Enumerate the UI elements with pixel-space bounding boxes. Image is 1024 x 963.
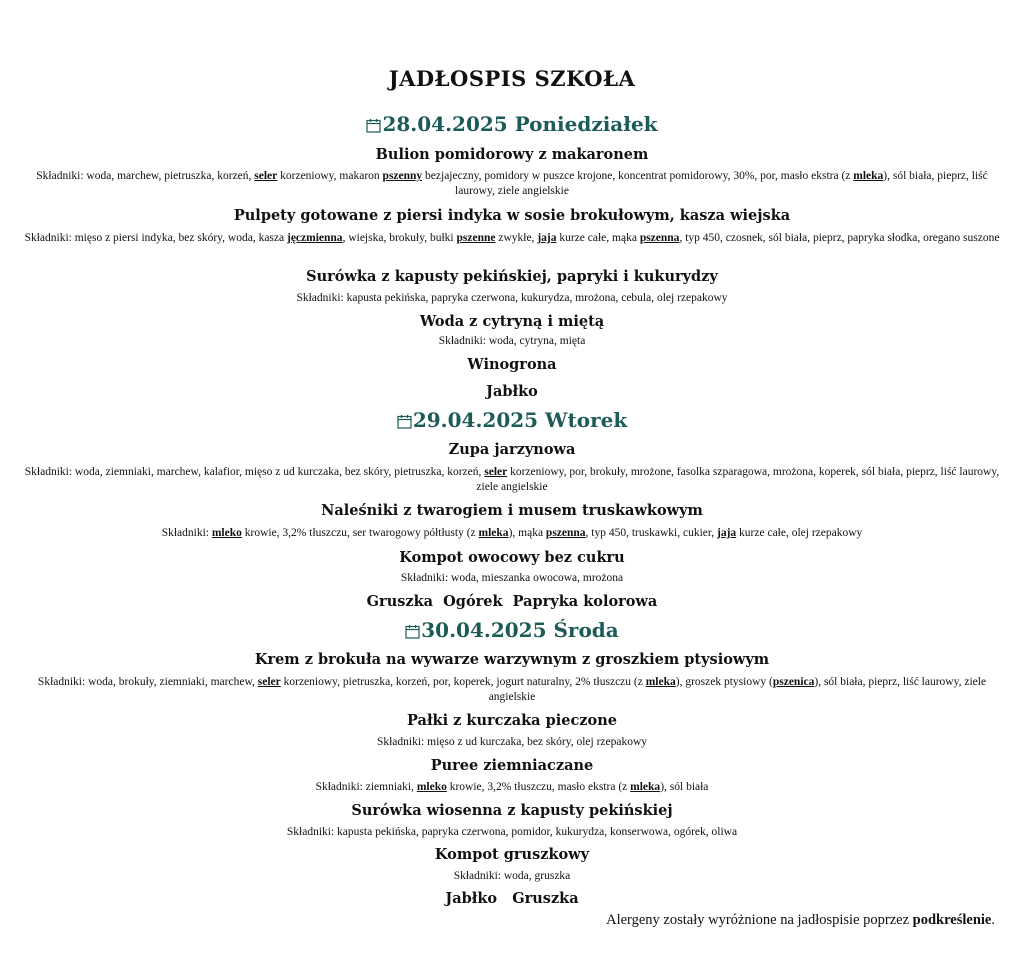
ingredients — [20, 675, 1004, 705]
allergen: mleka — [645, 676, 676, 688]
dish-name: Jabłko Gruszka — [445, 890, 579, 907]
ingredients — [20, 780, 1004, 795]
ingredient-text: korzeniowy, makaron — [277, 170, 383, 182]
dish-name: Jabłko — [486, 383, 538, 400]
allergen: seler — [484, 466, 508, 478]
dish-name: Pałki z kurczaka pieczone — [407, 712, 617, 729]
ingredient-text: Składniki: woda, mieszanka owocowa, mrożona — [400, 572, 624, 584]
allergen: mleko — [211, 527, 242, 539]
allergen: mleka — [478, 527, 509, 539]
ingredients — [20, 735, 1004, 750]
ingredient-text: Składniki: ziemniaki, — [315, 781, 417, 793]
allergen: mleko — [416, 781, 447, 793]
ingredients — [20, 334, 1004, 349]
dish-name: Surówka z kapusty pekińskiej, papryki i kukurydzy — [306, 268, 718, 285]
ingredient-text: zwykłe, — [495, 232, 538, 244]
dish-name: Gruszka Ogórek Papryka kolorowa — [366, 593, 658, 610]
allergen: pszenica — [772, 676, 815, 688]
day-heading-monday — [0, 112, 1024, 138]
ingredient-text: , typ 450, czosnek, sól biała, pieprz, papryka słodka, oregano suszone — [679, 232, 1000, 244]
allergen: mleka — [853, 170, 884, 182]
ingredient-text: kurze całe, olej rzepakowy — [736, 527, 863, 539]
allergen: pszenna — [545, 527, 586, 539]
ingredient-text: Składniki: woda, ziemniaki, marchew, kalafior, mięso z ud kurczaka, bez skóry, pietruszka, korzeń, — [24, 466, 485, 478]
day-label: 30.04.2025 Środa — [421, 618, 619, 642]
dish-name: Naleśniki z twarogiem i musem truskawkowym — [321, 502, 703, 519]
ingredient-text: ), sól biała, pieprz, liść laurowy, ziele angielskie — [488, 676, 987, 703]
day-heading-wednesday — [0, 618, 1024, 644]
dish-name: Kompot owocowy bez cukru — [399, 549, 625, 566]
ingredient-text: Składniki: mięso z ud kurczaka, bez skóry, olej rzepakowy — [376, 736, 648, 748]
allergen: seler — [254, 170, 278, 182]
ingredients — [20, 825, 1004, 840]
ingredients — [20, 169, 1004, 199]
day-heading-tuesday — [0, 408, 1024, 434]
allergen-note-emphasis: podkreślenie — [912, 912, 992, 928]
allergen: seler — [257, 676, 281, 688]
dish-name: Zupa jarzynowa — [448, 441, 576, 458]
ingredient-text: kurze całe, mąka — [556, 232, 640, 244]
allergen: pszenna — [639, 232, 680, 244]
calendar-icon — [405, 620, 420, 644]
dish-name: Surówka wiosenna z kapusty pekińskiej — [351, 802, 673, 819]
dish-name: Woda z cytryną i miętą — [419, 313, 605, 330]
allergen: jaja — [537, 232, 557, 244]
allergen-note-text: Alergeny zostały wyróżnione na jadłospisie poprzez — [606, 912, 913, 928]
calendar-icon — [366, 114, 381, 138]
dish-name: Krem z brokuła na wywarze warzywnym z groszkiem ptysiowym — [254, 651, 770, 668]
ingredient-text: Składniki: woda, marchew, pietruszka, korzeń, — [36, 170, 255, 182]
ingredients — [20, 465, 1004, 495]
calendar-icon — [397, 410, 412, 434]
ingredient-text: Składniki: kapusta pekińska, papryka czerwona, kukurydza, mrożona, cebula, olej rzepakowy — [296, 292, 728, 304]
dish-name: Pulpety gotowane z piersi indyka w sosie brokułowym, kasza wiejska — [233, 207, 791, 224]
dish-name: Kompot gruszkowy — [434, 846, 590, 863]
allergen: jęczmienna — [286, 232, 343, 244]
day-label: 29.04.2025 Wtorek — [412, 408, 628, 432]
ingredient-text: Składniki: woda, cytryna, mięta — [438, 335, 586, 347]
ingredients — [20, 526, 1004, 541]
ingredient-text: ), sól biała — [660, 781, 709, 793]
ingredient-text: Składniki: — [161, 527, 212, 539]
ingredient-text: Składniki: woda, gruszka — [453, 870, 571, 882]
allergen-note-end: . — [991, 912, 995, 928]
ingredient-text: bezjajeczny, pomidory w puszce krojone, koncentrat pomidorowy, 30%, por, masło ekstra (z — [422, 170, 854, 182]
ingredient-text: , typ 450, truskawki, cukier, — [585, 527, 717, 539]
page-title: JADŁOSPIS SZKOŁA — [388, 66, 636, 91]
ingredients — [20, 291, 1004, 306]
ingredient-text: krowie, 3,2% tłuszczu, masło ekstra (z — [446, 781, 631, 793]
allergen: mleka — [630, 781, 661, 793]
ingredients — [20, 869, 1004, 884]
day-label: 28.04.2025 Poniedziałek — [382, 112, 658, 136]
allergen: pszenny — [382, 170, 423, 182]
allergen: pszenne — [456, 232, 496, 244]
allergen: jaja — [717, 527, 737, 539]
dish-name: Puree ziemniaczane — [430, 757, 594, 774]
allergen-note — [606, 912, 995, 929]
ingredient-text: ), groszek ptysiowy ( — [675, 676, 773, 688]
ingredient-text: krowie, 3,2% tłuszczu, ser twarogowy półtłusty (z — [241, 527, 479, 539]
ingredient-text: ), sól biała, pieprz, liść laurowy, ziele angielskie — [455, 170, 988, 197]
ingredient-text: Składniki: woda, brokuły, ziemniaki, marchew, — [37, 676, 258, 688]
ingredients — [20, 571, 1004, 586]
dish-name: Bulion pomidorowy z makaronem — [375, 146, 649, 163]
ingredient-text: korzeniowy, pietruszka, korzeń, por, koperek, jogurt naturalny, 2% tłuszczu (z — [280, 676, 646, 688]
ingredient-text: Składniki: mięso z piersi indyka, bez skóry, woda, kasza — [24, 232, 287, 244]
ingredient-text: ), mąka — [508, 527, 546, 539]
ingredient-text: , wiejska, brokuły, bułki — [342, 232, 457, 244]
ingredient-text: korzeniowy, por, brokuły, mrożone, fasolka szparagowa, mrożona, koperek, sól biała, pieprz, liść laurowy, ziele angielskie — [476, 466, 1000, 493]
ingredients — [20, 231, 1004, 246]
ingredient-text: Składniki: kapusta pekińska, papryka czerwona, pomidor, kukurydza, konserwowa, ogórek, oliwa — [286, 826, 738, 838]
dish-name: Winogrona — [467, 356, 557, 373]
